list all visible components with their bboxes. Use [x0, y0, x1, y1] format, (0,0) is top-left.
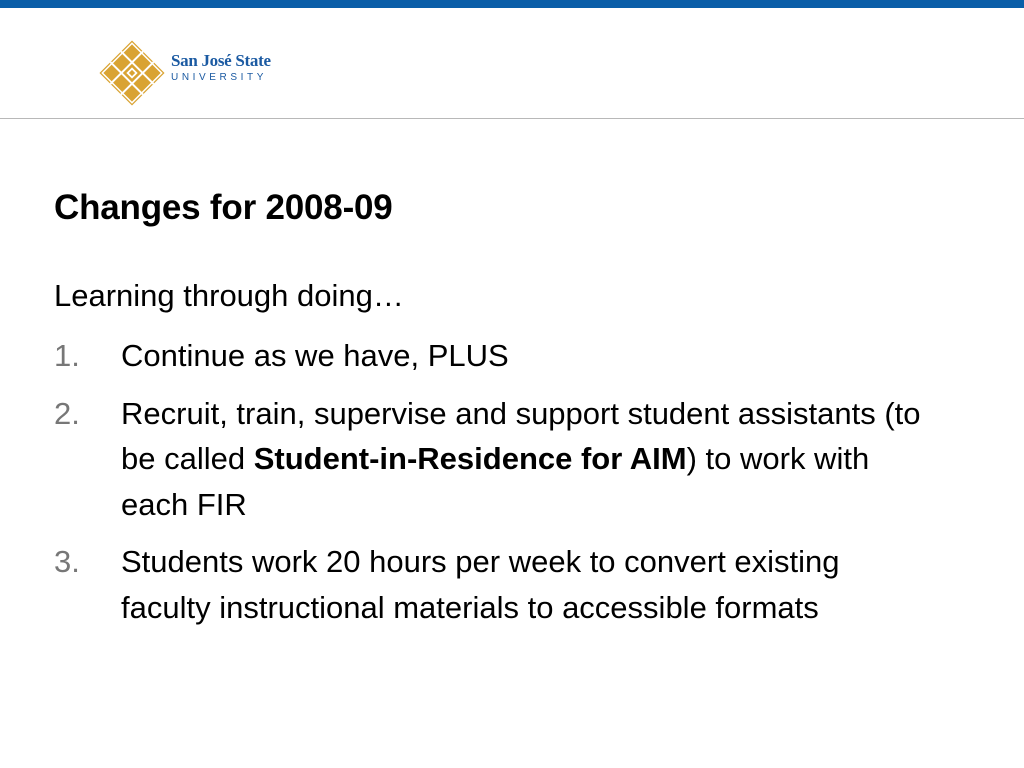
list-item-text-part: ) to work with each FIR: [121, 441, 870, 522]
logo-wordmark: [171, 52, 301, 84]
list-item-text: [121, 391, 934, 528]
intro-text: Learning through doing…: [54, 278, 404, 313]
list-item-1: [54, 333, 934, 379]
list-number: 3.: [54, 544, 80, 579]
slide-title: Changes for 2008-09: [54, 188, 393, 227]
list-item-3: [54, 539, 934, 630]
top-accent-bar: [0, 0, 1024, 8]
numbered-list: [54, 333, 934, 642]
list-item-text: Continue as we have, PLUS: [121, 338, 509, 373]
logo-university-line: UNIVERSITY: [171, 72, 268, 83]
bold-term: Student-in-Residence for AIM: [253, 441, 687, 476]
logo-name-line: San José State: [171, 51, 271, 70]
slide-header: [0, 8, 1024, 119]
list-item-text-part: Recruit, train, supervise and support student assistants (to be called: [121, 395, 921, 476]
list-number: 1.: [54, 338, 80, 373]
list-item-text: Students work 20 hours per week to convert existing faculty instructional materials to accessible formats: [121, 544, 840, 625]
list-number: 2.: [54, 395, 80, 431]
university-logo: [97, 38, 297, 108]
list-item-2: [54, 391, 934, 528]
header-divider: [0, 118, 1024, 119]
sjsu-diamond-logo-icon: [97, 38, 167, 108]
